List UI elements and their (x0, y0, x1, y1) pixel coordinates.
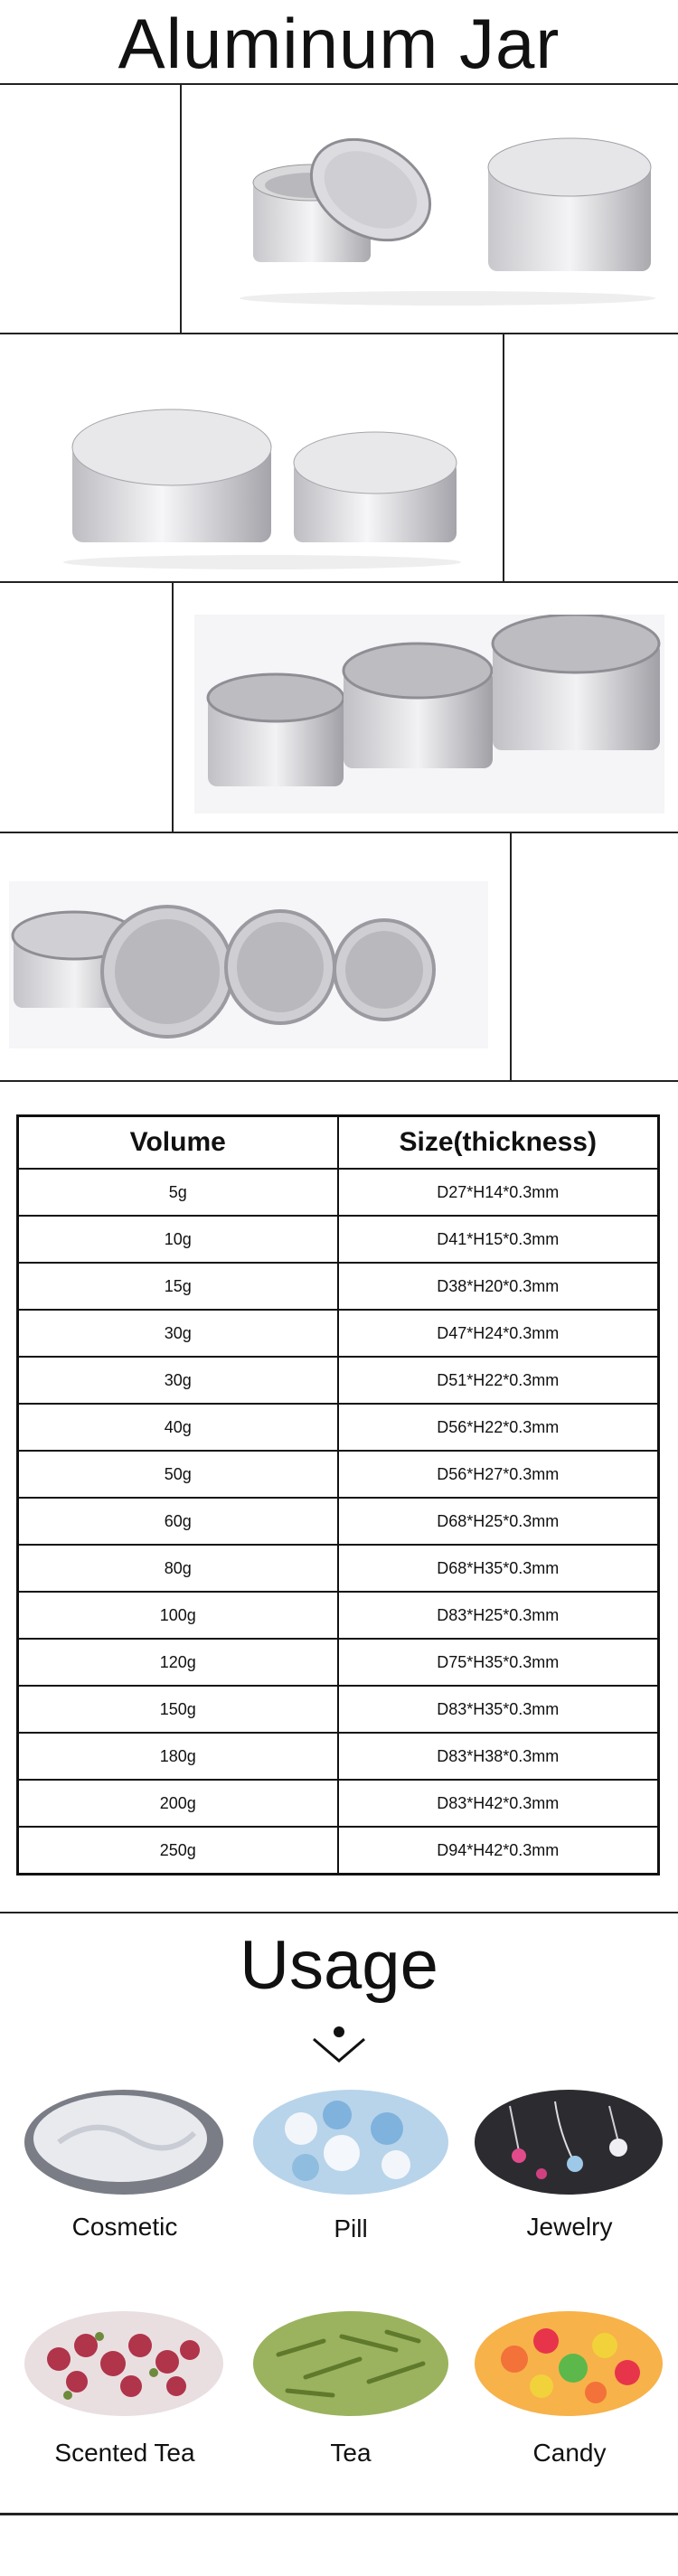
size-cell: D27*H14*0.3mm (338, 1169, 659, 1216)
volume-cell: 150g (18, 1686, 338, 1733)
tea-leaves-image (251, 2309, 450, 2422)
volume-cell: 250g (18, 1827, 338, 1875)
size-cell: D51*H22*0.3mm (338, 1357, 659, 1404)
table-row (18, 1498, 659, 1545)
divider (503, 333, 504, 581)
volume-cell: 100g (18, 1592, 338, 1639)
table-row (18, 1357, 659, 1404)
volume-cell: 30g (18, 1310, 338, 1357)
volume-cell: 5g (18, 1169, 338, 1216)
table-header-row (18, 1116, 659, 1170)
scented-tea-image (23, 2309, 226, 2422)
table-row (18, 1545, 659, 1592)
size-cell: D83*H25*0.3mm (338, 1592, 659, 1639)
volume-cell: 80g (18, 1545, 338, 1592)
page-title: Aluminum Jar (118, 4, 560, 83)
size-cell: D56*H22*0.3mm (338, 1404, 659, 1451)
divider (0, 832, 678, 833)
usage-label-tea: Tea (330, 2439, 372, 2467)
jewelry-image (474, 2088, 664, 2201)
table-row (18, 1263, 659, 1310)
usage-label-pill: Pill (334, 2214, 368, 2242)
divider (0, 1080, 678, 1082)
table-row (18, 1216, 659, 1263)
size-cell: D56*H27*0.3mm (338, 1451, 659, 1498)
jars-photo-closed (54, 398, 479, 569)
size-cell: D68*H25*0.3mm (338, 1498, 659, 1545)
table-row (18, 1780, 659, 1827)
volume-cell: 30g (18, 1357, 338, 1404)
usage-label-cosmetic: Cosmetic (71, 2213, 178, 2241)
size-cell: D41*H15*0.3mm (338, 1216, 659, 1263)
candy-image (474, 2309, 664, 2422)
divider (0, 333, 678, 334)
volume-cell: 200g (18, 1780, 338, 1827)
cosmetic-cream-image (23, 2088, 226, 2201)
volume-cell: 180g (18, 1733, 338, 1780)
usage-title: Usage (240, 1927, 438, 2004)
usage-label-scented-tea: Scented Tea (54, 2439, 195, 2467)
table-row (18, 1310, 659, 1357)
size-cell: D94*H42*0.3mm (338, 1827, 659, 1875)
divider (172, 581, 174, 832)
jars-photo-three-open (194, 615, 664, 813)
size-cell: D83*H35*0.3mm (338, 1686, 659, 1733)
volume-cell: 10g (18, 1216, 338, 1263)
divider (0, 83, 678, 85)
size-cell: D83*H38*0.3mm (338, 1733, 659, 1780)
size-cell: D83*H42*0.3mm (338, 1780, 659, 1827)
table-row (18, 1733, 659, 1780)
table-row (18, 1827, 659, 1875)
jars-photo-four-open (9, 881, 488, 1048)
table-row (18, 1451, 659, 1498)
divider (0, 2513, 678, 2515)
divider (510, 832, 512, 1080)
chevron-down-icon (312, 2025, 366, 2063)
table-row (18, 1592, 659, 1639)
size-cell: D68*H35*0.3mm (338, 1545, 659, 1592)
table-row (18, 1639, 659, 1686)
pill-image (251, 2088, 450, 2201)
column-header-size: Size(thickness) (338, 1116, 659, 1170)
volume-cell: 120g (18, 1639, 338, 1686)
divider (0, 1912, 678, 1913)
size-cell: D75*H35*0.3mm (338, 1639, 659, 1686)
volume-cell: 60g (18, 1498, 338, 1545)
volume-cell: 50g (18, 1451, 338, 1498)
volume-cell: 15g (18, 1263, 338, 1310)
table-row (18, 1169, 659, 1216)
usage-label-candy: Candy (532, 2439, 607, 2467)
table-row (18, 1686, 659, 1733)
divider (0, 581, 678, 583)
divider (180, 83, 182, 333)
column-header-volume: Volume (18, 1116, 338, 1170)
table-row (18, 1404, 659, 1451)
usage-label-jewelry: Jewelry (526, 2213, 613, 2241)
size-cell: D38*H20*0.3mm (338, 1263, 659, 1310)
jars-photo-open-lid (235, 127, 660, 307)
spec-table (16, 1114, 660, 1876)
volume-cell: 40g (18, 1404, 338, 1451)
size-cell: D47*H24*0.3mm (338, 1310, 659, 1357)
